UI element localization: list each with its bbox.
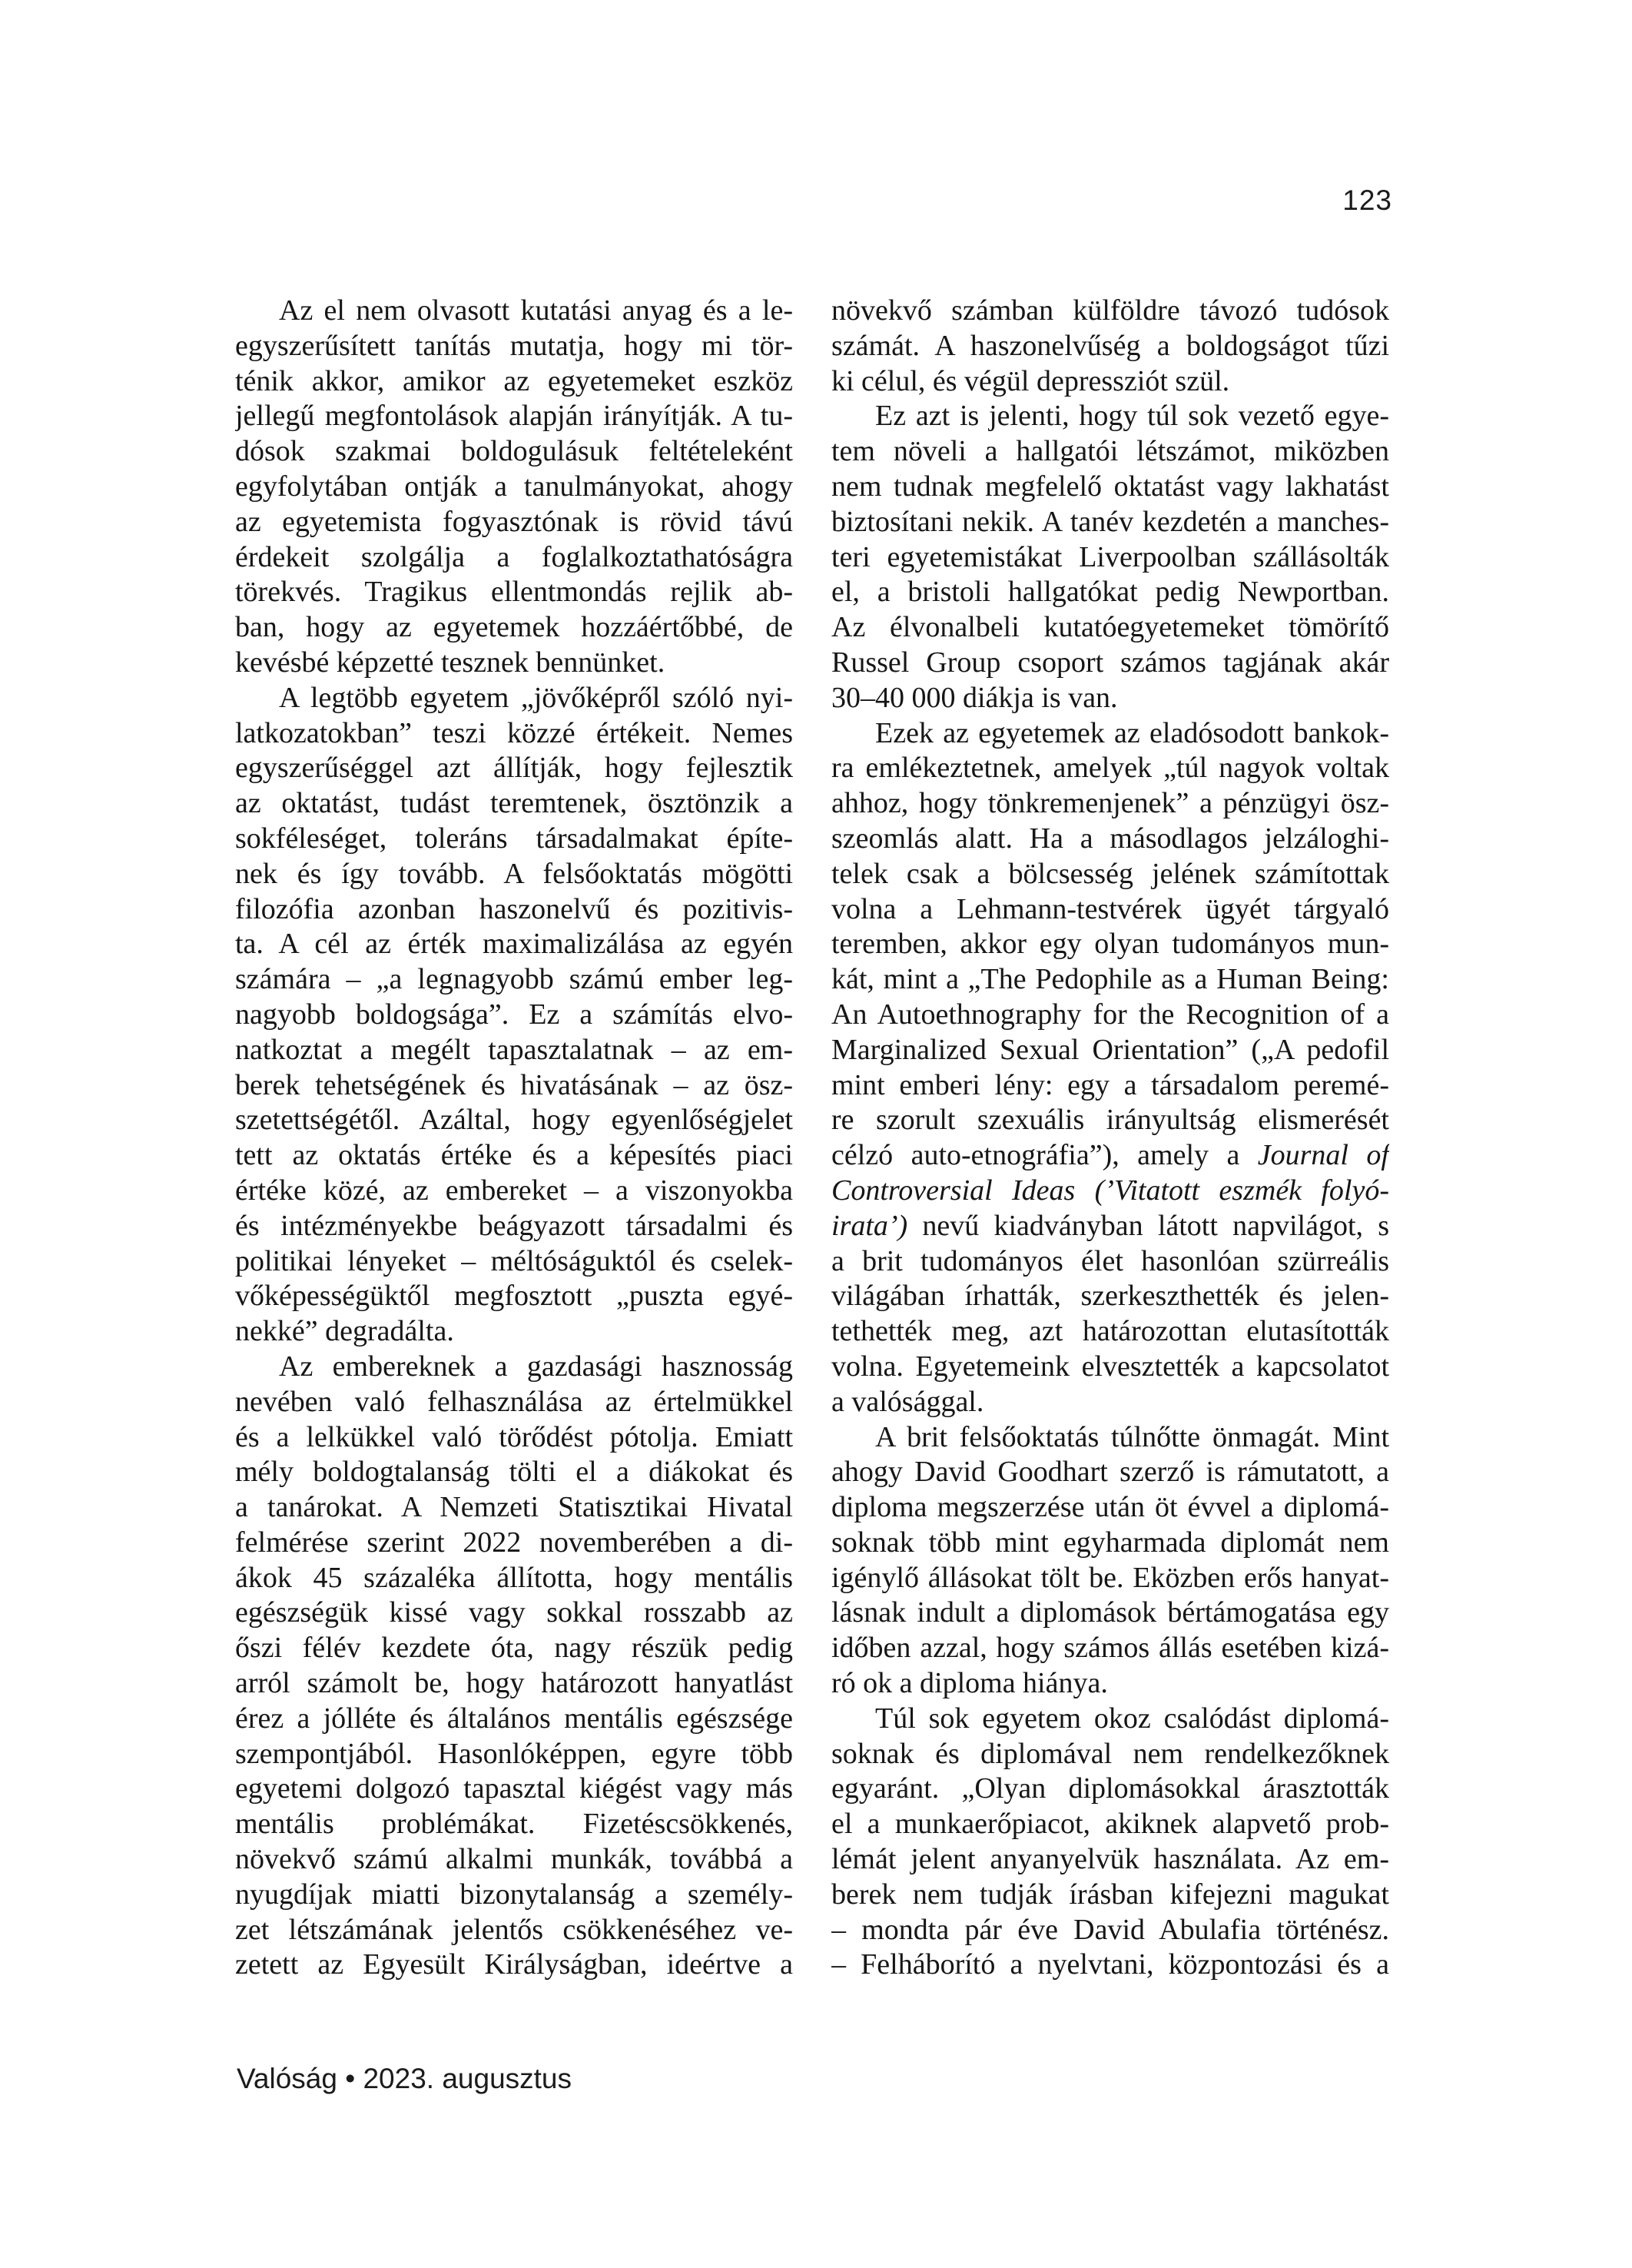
text-line [831, 294, 1389, 329]
text-line [235, 892, 793, 928]
text-run: kát, mint a „The Pedophile as a Human Being: [831, 963, 1389, 996]
text-line [235, 329, 793, 364]
text-run: nevében való felhasználása az értelmükkel [235, 1385, 793, 1418]
text-run: ra emlékeztetnek, amelyek „túl nagyok voltak [831, 752, 1389, 785]
text-line [235, 1561, 793, 1596]
text-line [235, 294, 793, 329]
text-line [235, 434, 793, 470]
page-number: 123 [1342, 184, 1392, 216]
text-run: el, a bristoli hallgatókat pedig Newportban. [831, 576, 1389, 609]
text-run: egyaránt. „Olyan diplomásokkal árasztották [831, 1772, 1389, 1805]
text-line [235, 1526, 793, 1561]
text-line [235, 1455, 793, 1490]
text-run: Ezek az egyetemek az eladósodott bankok- [875, 716, 1389, 749]
text-run: volna. Egyetemeink elvesztették a kapcsolatot [831, 1350, 1389, 1383]
text-line [235, 646, 793, 681]
text-line [235, 1314, 793, 1350]
text-run: lémát jelent anyanyelvük használata. Az em- [831, 1843, 1389, 1876]
text-run: Az élvonalbeli kutatóegyetemeket tömörítő [831, 611, 1389, 644]
text-run: egyszerűsített tanítás mutatja, hogy mi tör- [235, 329, 793, 362]
text-run: a brit tudományos élet hasonlóan szürreális [831, 1244, 1389, 1277]
text-run: időben azzal, hogy számos állás esetében kizá- [831, 1632, 1389, 1665]
text-run: diploma megszerzése után öt évvel a diplomá- [831, 1491, 1389, 1524]
text-run: A legtöbb egyetem „jövőképről szóló nyi- [279, 681, 793, 714]
text-line [235, 1631, 793, 1666]
left-column [235, 294, 793, 1983]
article-body [235, 294, 1389, 1983]
text-run: számát. A haszonelvűség a boldogságot tűzi [831, 329, 1389, 362]
text-run: világában írhatták, szerkeszthették és jelen- [831, 1280, 1389, 1313]
text-line [831, 892, 1389, 928]
text-line [831, 1948, 1389, 1983]
text-run: re szorult szexuális irányultság elismerését [831, 1104, 1389, 1137]
text-line [235, 998, 793, 1033]
text-line [235, 1878, 793, 1913]
text-run: A brit felsőoktatás túlnőtte önmagát. Mint [875, 1420, 1389, 1453]
text-run: nyugdíjak miatti bizonytalanság a személy- [235, 1878, 793, 1911]
text-line [235, 1068, 793, 1104]
text-run: növekvő számú alkalmi munkák, továbbá a [235, 1843, 793, 1876]
text-line [235, 1807, 793, 1842]
text-run: telek csak a bölcsesség jelének számítottak [831, 857, 1389, 890]
text-line [831, 822, 1389, 857]
text-run: szeomlás alatt. Ha a másodlagos jelzáloghi- [831, 822, 1389, 855]
text-run: egyetemi dolgozó tapasztal kiégést vagy más [235, 1772, 793, 1805]
text-run: értéke közé, az embereket – a viszonyokba [235, 1174, 793, 1207]
text-run: mint emberi lény: egy a társadalom peremé- [831, 1068, 1389, 1101]
text-line [831, 505, 1389, 540]
text-run: egyfolytában ontják a tanulmányokat, ahogy [235, 470, 793, 503]
text-run: érez a jólléte és általános mentális egészsége [235, 1702, 793, 1735]
text-line [831, 1279, 1389, 1314]
text-line [831, 681, 1389, 716]
text-run: berek nem tudják írásban kifejezni magukat [831, 1878, 1389, 1911]
text-line [235, 1138, 793, 1174]
text-line [831, 1702, 1389, 1737]
text-line [831, 927, 1389, 962]
text-line [831, 329, 1389, 364]
text-line [235, 1842, 793, 1878]
text-run: – mondta pár éve David Abulafia történész. [831, 1913, 1389, 1946]
text-line [831, 540, 1389, 576]
text-run: biztosítani nekik. A tanév kezdetén a manches- [831, 505, 1389, 538]
text-line [235, 1244, 793, 1280]
text-line [831, 646, 1389, 681]
text-run: mély boldogtalanság tölti el a diákokat és [235, 1456, 793, 1489]
text-line [831, 1737, 1389, 1772]
text-line [831, 399, 1389, 434]
text-line [831, 1244, 1389, 1280]
text-run: tem növeli a hallgatói létszámot, miközben [831, 435, 1389, 468]
text-run: Az embereknek a gazdasági hasznosság [279, 1350, 793, 1383]
text-line [831, 434, 1389, 470]
text-run: politikai lényeket – méltóságuktól és cselek- [235, 1244, 793, 1277]
text-run: teremben, akkor egy olyan tudományos mun- [831, 928, 1389, 961]
text-line [831, 1138, 1389, 1174]
text-run: sokféleséget, toleráns társadalmakat építe- [235, 822, 793, 855]
text-line [831, 470, 1389, 505]
text-run: nem tudnak megfelelő oktatást vagy lakhatást [831, 470, 1389, 503]
text-line [235, 1209, 793, 1244]
text-line [831, 1913, 1389, 1948]
text-line [831, 1068, 1389, 1104]
text-line [235, 1033, 793, 1068]
text-run: és intézményekbe beágyazott társadalmi és [235, 1209, 793, 1242]
text-line [235, 399, 793, 434]
text-run: az oktatást, tudást teremtenek, ösztönzik a [235, 787, 793, 820]
text-run: arról számolt be, hogy határozott hanyatlást [235, 1667, 793, 1700]
text-run: őszi félév kezdete óta, nagy részük pedig [235, 1632, 793, 1665]
text-line [831, 1596, 1389, 1631]
text-line [831, 575, 1389, 610]
text-run: ahhoz, hogy tönkremenjenek” a pénzügyi ösz- [831, 787, 1389, 820]
text-run: nek és így tovább. A felsőoktatás mögötti [235, 857, 793, 890]
text-run: a tanárokat. A Nemzeti Statisztikai Hivatal [235, 1491, 793, 1524]
text-line [831, 1209, 1389, 1244]
text-line [831, 962, 1389, 998]
text-line [831, 1455, 1389, 1490]
journal-footer: Valóság • 2023. augusztus [237, 2063, 572, 2094]
text-line [831, 751, 1389, 786]
text-run: szempontjából. Hasonlóképpen, egyre több [235, 1737, 793, 1770]
text-line [235, 1666, 793, 1702]
text-run: növekvő számban külföldre távozó tudósok [831, 294, 1389, 327]
text-line [235, 1385, 793, 1420]
text-run: számára – „a legnagyobb számú ember leg- [235, 963, 793, 996]
text-line [831, 1420, 1389, 1456]
text-line [831, 1526, 1389, 1561]
text-run: egészségük kissé vagy sokkal rosszabb az [235, 1596, 793, 1629]
text-run: Az el nem olvasott kutatási anyag és a le- [279, 294, 793, 327]
text-run: natkoztat a megélt tapasztalatnak – az em- [235, 1033, 793, 1066]
text-run: dósok szakmai boldogulásuk feltételeként [235, 435, 793, 468]
text-line [831, 1772, 1389, 1807]
italic-text-run: irata’) [831, 1209, 908, 1242]
text-run: filozófia azonban haszonelvű és pozitivis- [235, 892, 793, 925]
text-line [235, 1702, 793, 1737]
text-run: Ez azt is jelenti, hogy túl sok vezető egye- [875, 400, 1389, 433]
text-line [235, 575, 793, 610]
text-line [235, 1490, 793, 1526]
text-run: egyszerűséggel azt állítják, hogy fejlesztik [235, 752, 793, 785]
text-line [235, 927, 793, 962]
text-line [831, 1878, 1389, 1913]
text-line [235, 1913, 793, 1948]
text-line [235, 857, 793, 892]
text-run: mentális problémákat. Fizetéscsökkenés, [235, 1808, 793, 1841]
text-run: tethették meg, azt határozottan elutasították [831, 1315, 1389, 1348]
text-line [235, 1350, 793, 1385]
text-line [831, 998, 1389, 1033]
text-line [235, 1174, 793, 1209]
text-run: tett az oktatás értéke és a képesítés piaci [235, 1139, 793, 1172]
right-column [831, 294, 1389, 1983]
text-run: – Felháborító a nyelvtani, központozási és a [831, 1948, 1389, 1981]
text-run: soknak több mint egyharmada diplomát nem [831, 1526, 1389, 1559]
text-line [831, 1174, 1389, 1209]
text-run: az egyetemista fogyasztónak is rövid távú [235, 505, 793, 538]
text-run: soknak és diplomával nem rendelkezőknek [831, 1737, 1389, 1770]
text-line [831, 857, 1389, 892]
text-line [831, 1561, 1389, 1596]
text-line [831, 1385, 1389, 1420]
text-line [235, 1279, 793, 1314]
text-line [831, 1807, 1389, 1842]
text-run: ákok 45 százaléka állította, hogy mentális [235, 1561, 793, 1594]
text-run: volna a Lehmann-testvérek ügyét tárgyaló [831, 892, 1389, 925]
text-run: törekvés. Tragikus ellentmondás rejlik ab- [235, 576, 793, 609]
text-line [235, 1737, 793, 1772]
text-line [235, 540, 793, 576]
text-line [831, 610, 1389, 646]
italic-text-run: Journal of [1257, 1139, 1389, 1172]
text-run: nagyobb boldogsága”. Ez a számítás elvo- [235, 998, 793, 1031]
text-run: felmérése szerint 2022 novemberében a di- [235, 1526, 793, 1559]
text-run: el a munkaerőpiacot, akiknek alapvető prob- [831, 1808, 1389, 1841]
text-line [235, 1103, 793, 1138]
italic-text-run: Controversial Ideas (’Vitatott eszmék folyó- [831, 1174, 1389, 1207]
text-line [831, 1631, 1389, 1666]
text-line [235, 1772, 793, 1807]
text-line [831, 1350, 1389, 1385]
text-run: ténik akkor, amikor az egyetemeket eszköz [235, 364, 793, 397]
text-run: érdekeit szolgálja a foglalkoztathatóságra [235, 540, 793, 573]
text-line [235, 505, 793, 540]
text-line [831, 1842, 1389, 1878]
text-run: teri egyetemistákat Liverpoolban szállásolták [831, 540, 1389, 573]
text-run: ta. A cél az érték maximalizálása az egyén [235, 928, 793, 961]
text-run: ró ok a diploma hiánya. [831, 1667, 1108, 1700]
text-line [831, 1490, 1389, 1526]
text-line [831, 716, 1389, 752]
text-run: An Autoethnography for the Recognition of a [831, 998, 1389, 1031]
text-run: 30–40 000 diákja is van. [831, 681, 1118, 714]
text-run: Túl sok egyetem okoz csalódást diplomá- [875, 1702, 1389, 1735]
text-run: ahogy David Goodhart szerző is rámutatott, a [831, 1456, 1389, 1489]
text-run: ki célul, és végül depressziót szül. [831, 364, 1230, 397]
text-run: és a lelkükkel való törődést pótolja. Emiatt [235, 1420, 793, 1453]
text-line [831, 1033, 1389, 1068]
text-run: a valósággal. [831, 1385, 984, 1418]
text-run: berek tehetségének és hivatásának – az ösz- [235, 1068, 793, 1101]
text-run: vőképességüktől megfosztott „puszta egyé- [235, 1280, 793, 1313]
text-run: Russel Group csoport számos tagjának akár [831, 646, 1389, 679]
text-line [831, 1666, 1389, 1702]
text-line [235, 1596, 793, 1631]
text-line [235, 786, 793, 822]
text-run: zetett az Egyesült Királyságban, ideértve a [235, 1948, 793, 1981]
text-line [831, 786, 1389, 822]
text-run: zet létszámának jelentős csökkenéséhez ve- [235, 1913, 793, 1946]
text-line [235, 610, 793, 646]
text-line [831, 1103, 1389, 1138]
text-line [235, 1948, 793, 1983]
text-line [235, 1420, 793, 1456]
text-run: szetettségétől. Azáltal, hogy egyenlőségjelet [235, 1104, 793, 1137]
text-line [235, 470, 793, 505]
text-run: lásnak indult a diplomások bértámogatása egy [831, 1596, 1389, 1629]
text-run: kevésbé képzetté tesznek bennünket. [235, 646, 665, 679]
text-line [235, 364, 793, 400]
text-run: célzó auto-etnográfia”), amely a [831, 1139, 1258, 1172]
text-run: igénylő állásokat tölt be. Eközben erős hanyat- [831, 1561, 1389, 1594]
text-line [831, 364, 1389, 400]
text-run: latkozatokban” teszi közzé értékeit. Nemes [235, 716, 793, 749]
text-run: nevű kiadványban látott napvilágot, s [907, 1209, 1389, 1242]
text-line [235, 822, 793, 857]
text-run: jellegű megfontolások alapján irányítják. A tu- [235, 400, 793, 433]
text-line [235, 681, 793, 716]
text-line [235, 751, 793, 786]
text-run: Marginalized Sexual Orientation” („A pedofil [831, 1033, 1389, 1066]
text-run: nekké” degradálta. [235, 1315, 454, 1348]
text-line [235, 962, 793, 998]
text-line [235, 716, 793, 752]
text-run: ban, hogy az egyetemek hozzáértőbbé, de [235, 611, 793, 644]
text-line [831, 1314, 1389, 1350]
